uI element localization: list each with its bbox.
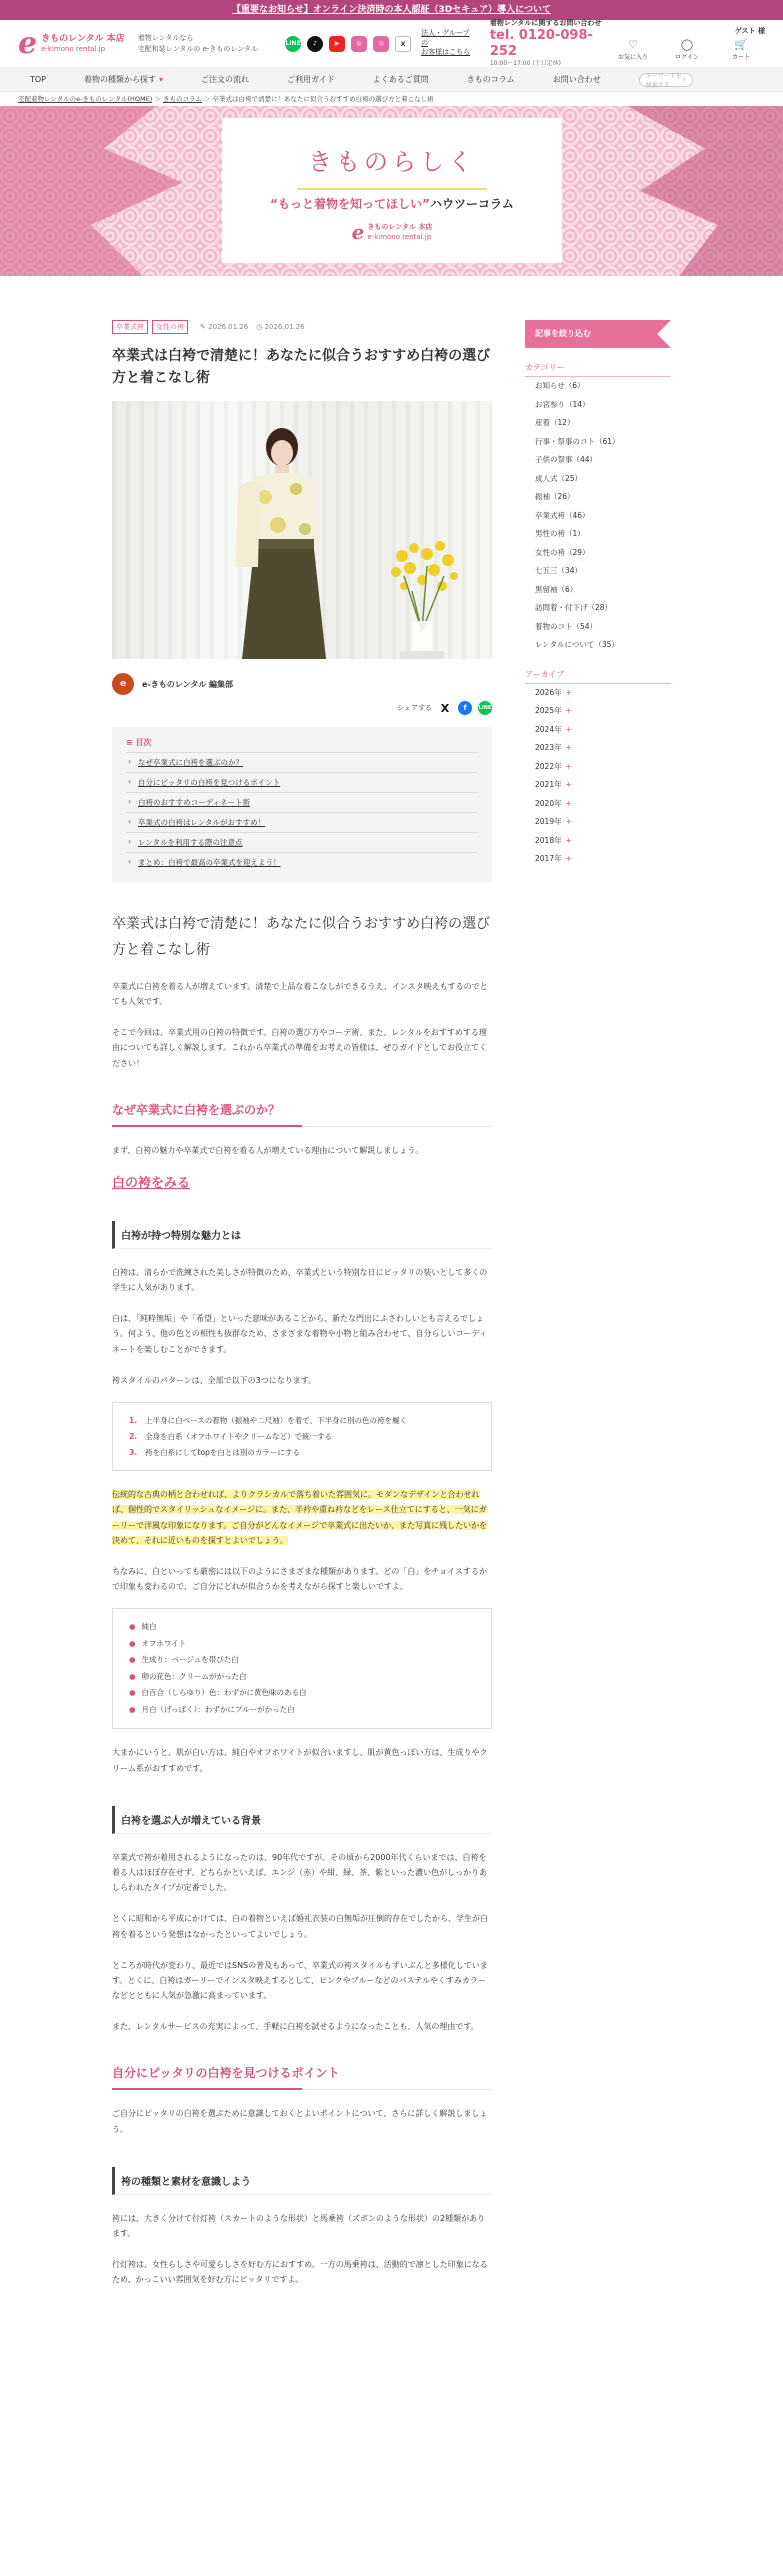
- list-item: 1. 上半身に白ベースの着物（振袖や二尺袖）を着て、下半身に別の色の袴を履く: [129, 1416, 408, 1425]
- header-tagline: 着物レンタルなら 宅配和装レンタルの e-きものレンタル: [137, 34, 258, 53]
- category-item[interactable]: レンタルについて（35）: [535, 640, 619, 649]
- sns-links: [285, 36, 411, 52]
- list-item: ● 生成り：ベージュを帯びた白: [129, 1655, 239, 1665]
- guest-label: ゲスト 様: [734, 27, 765, 35]
- article-meta: [112, 320, 492, 334]
- list-item: ● 月白（げっぱく）：わずかにブルーがかった白: [129, 1704, 295, 1714]
- list-item: ● 白百合（しらゆり）色：わずかに黄色味のある白: [129, 1688, 307, 1698]
- archive-year[interactable]: 2019年 +: [535, 817, 572, 826]
- nav-column[interactable]: きものコラム: [466, 75, 515, 84]
- article-photo: [112, 401, 492, 659]
- archive-year[interactable]: 2023年 +: [535, 743, 572, 752]
- nav-order-flow[interactable]: ご注文の流れ: [201, 75, 250, 84]
- search-input[interactable]: キーワードを検索する ⌕: [639, 73, 693, 87]
- pencil-icon: ✎: [200, 323, 206, 331]
- breadcrumb: 宅配着物レンタルのe-きものレンタル(HOME) ＞ きものコラム ＞ 卒業式は白袴で清楚に！あなたに似合うおすすめ白袴の選び方と着こなし術: [18, 95, 434, 103]
- subsection-heading: 白袴が持つ特別な魅力とは: [112, 1221, 492, 1249]
- toc-title: ≡ 目次: [126, 738, 152, 748]
- hero-logo: e きものレンタル 本店 e-kimono rental.jp: [351, 220, 433, 244]
- archive-year[interactable]: 2026年 +: [535, 687, 572, 697]
- list-item: 2. 全身を白系（オフホワイトやクリームなど）で統一する: [129, 1431, 333, 1441]
- paragraph: ところが時代が変わり、最近ではSNSの普及もあって、卒業式の袴スタイルもずいぶんと多様化しています。とくに、白袴はガーリーでインスタ映えするとして、ピンクやブルーなどのパステルやくすみカラーなどとともに人気が急激に高まっています。: [112, 1960, 488, 2001]
- nav-faq[interactable]: よくあるご質問: [372, 75, 429, 84]
- tel-number[interactable]: tel. 0120-098-252: [489, 27, 593, 60]
- line-icon[interactable]: LINE: [285, 36, 301, 52]
- tag-women-hakama[interactable]: 女性の袴: [152, 320, 188, 334]
- category-item[interactable]: 黒留袖（6）: [535, 584, 578, 594]
- nav-top[interactable]: TOP: [30, 75, 47, 84]
- archive-year[interactable]: 2020年 +: [535, 798, 572, 808]
- notice-link[interactable]: 【重要なお知らせ】オンライン決済時の本人認証（3Dセキュア）導入について: [231, 5, 551, 15]
- avatar: e: [112, 673, 134, 695]
- global-nav: [0, 68, 783, 92]
- instagram-icon[interactable]: ◎: [373, 36, 389, 52]
- woman-in-hakama-figure: [230, 417, 340, 659]
- archive-list: [525, 684, 671, 869]
- paragraph: 袴スタイルのパターンは、全部で以下の3つになります。: [112, 1375, 317, 1385]
- category-item[interactable]: 男性の袴（1）: [535, 529, 585, 538]
- category-item[interactable]: 七五三（34）: [535, 566, 583, 575]
- hero-wave-left: [0, 106, 260, 276]
- hero-subtitle: “もっと着物を知ってほしい”ハウツーコラム: [270, 197, 514, 211]
- subsection-heading: 袴の種類と素材を意識しよう: [112, 2167, 492, 2195]
- share-x-icon[interactable]: X: [440, 701, 450, 715]
- category-item[interactable]: 産着（12）: [535, 418, 575, 427]
- logo-name: きものレンタル 本店: [41, 33, 125, 44]
- archive-year[interactable]: 2018年 +: [535, 835, 572, 845]
- list-item: ● オフホワイト: [129, 1638, 187, 1648]
- tel-box: 着物レンタルに関するお問い合わせ tel. 0120-098-252 10:00〜17:00 (土日定休): [490, 19, 609, 68]
- sidebar: [525, 320, 671, 869]
- table-of-contents: [112, 727, 492, 882]
- paragraph: 白袴は、清らかで洗練された美しさが特徴のため、卒業式という特別な日にピッタリの装いとして多くの学生に人気があります。: [112, 1267, 488, 1293]
- author: [112, 673, 492, 695]
- list-item: ● 卵の花色：クリームがかった白: [129, 1671, 247, 1681]
- paragraph: 卒業式に白袴を着る人が増えています。清楚で上品な着こなしができるうえ、インスタ映えもするのでとても人気です。: [112, 981, 488, 1006]
- list-item: ● 純白: [129, 1622, 157, 1632]
- filter-heading: 記事を絞り込む: [525, 320, 671, 348]
- category-item[interactable]: 行事・祭事のコト（61）: [535, 436, 620, 446]
- x-icon[interactable]: X: [395, 36, 411, 52]
- category-item[interactable]: 振袖（26）: [535, 492, 575, 501]
- article: [112, 320, 492, 2288]
- ordered-list: [112, 1402, 492, 1471]
- lead-title: 卒業式は白袴で清楚に！あなたに似合うおすすめ白袴の選び方と着こなし術: [112, 916, 491, 958]
- corporate-link[interactable]: 法人・グループの お客様はこちら: [421, 28, 471, 57]
- archive-year[interactable]: 2017年 +: [535, 854, 572, 863]
- subsection-heading: 白袴を選ぶ人が増えている背景: [112, 1806, 492, 1834]
- toc-item[interactable]: › 卒業式の白袴はレンタルがおすすめ！: [126, 812, 478, 832]
- archive-year[interactable]: 2022年 +: [535, 761, 572, 771]
- search-icon[interactable]: ⌕: [682, 75, 686, 83]
- category-item[interactable]: 卒業式袴（46）: [535, 510, 590, 520]
- paragraph: 卒業式で袴が着用されるようになったのは、90年代ですが、その頃から2000年代くらいまでは、白袴を着る人はほぼ存在せず、どちらかといえば、エンジ（赤）や紺、緑、茶、紫といった濃い色がしっかりあしらわれたタイプが定番でした。: [112, 1852, 488, 1893]
- logo-sub: e-kimono rental.jp: [41, 45, 106, 54]
- category-title: カテゴリー: [525, 362, 671, 377]
- nav-contact[interactable]: お問い合わせ: [552, 75, 601, 84]
- paragraph: まず、白袴の魅力や卒業式で白袴を着る人が増えている理由について解説しましょう。: [112, 1145, 424, 1155]
- favorites-button[interactable]: ♡ お気に入り: [609, 38, 657, 61]
- author-name: e-きものレンタル 編集部: [142, 679, 234, 689]
- archive-year[interactable]: 2021年 +: [535, 780, 572, 789]
- user-box: [609, 26, 765, 61]
- list-item: 3. 袴を白系にしてtopを白とは別のカラーにする: [129, 1447, 300, 1457]
- section-heading: なぜ卒業式に白袴を選ぶのか？: [112, 1101, 492, 1127]
- clock-icon: ◷: [256, 323, 263, 331]
- toc-item[interactable]: › 自分にピッタリの白袴を見つけるポイント: [126, 772, 478, 792]
- breadcrumb-home[interactable]: 宅配着物レンタルのe-きものレンタル(HOME): [18, 95, 153, 103]
- nav-kimono-types[interactable]: 着物の種類から探す ▾: [84, 74, 163, 85]
- flower-vase-figure: [382, 536, 462, 659]
- login-button[interactable]: ◯ ログイン: [663, 38, 711, 61]
- category-list: [525, 377, 671, 655]
- category-item[interactable]: 訪問着・付下げ（28）: [535, 603, 613, 612]
- highlighted-paragraph: 伝統的な古典の柄と合わせれば、よりクラシカルで落ち着いた雰囲気に。モダンなデザインと合わせれば、個性的でスタイリッシュなイメージに。また、半衿や重ね衿などをレース仕立てにすると、一気にガーリーで洋風な印象になります。ご自分がどんなイメージで卒業式に出たいか、また写真に残したいかを決めて、それに近いものを探すとよいでしょう。: [112, 1490, 488, 1545]
- category-item[interactable]: 着物のコト（54）: [535, 621, 598, 631]
- hero-card: [222, 118, 562, 263]
- paragraph: 袴には、大きく分けて行灯袴（スカートのような形状）と馬乗袴（ズボンのような形状）の2種類があります。: [112, 2213, 486, 2238]
- user-icon: ◯: [680, 38, 694, 51]
- paragraph: 大まかにいうと、肌が白い方は、純白やオフホワイトが似合いますし、肌が黄色っぽい方は、生成りやクリーム系がおすすめです。: [112, 1748, 488, 1773]
- breadcrumb-column[interactable]: きものコラム: [162, 95, 202, 103]
- category-item[interactable]: お知らせ（6）: [535, 381, 585, 390]
- tiktok-icon[interactable]: ♪: [307, 36, 323, 52]
- section-heading: 自分にピッタリの白袴を見つけるポイント: [112, 2064, 492, 2090]
- share-line-icon[interactable]: LINE: [478, 701, 492, 715]
- archive-title: アーカイブ: [525, 669, 671, 684]
- category-item[interactable]: 子供の祭事（44）: [535, 455, 598, 464]
- paragraph: そこで今回は、卒業式用の白袴の特徴です。白袴の選び方やコーデ術、また、レンタルをおすすめする理由についても詳しく解説します。これから卒業式の準備をお考えの皆様は、ぜひガイドとしてお役立てください！: [112, 1028, 487, 1068]
- paragraph: 白は、「純粋無垢」や「希望」といった意味があることから、新たな門出にふさわしいとも言えるでしょう。何よう、他の色との相性も抜群なため、さまざまな着物や小物と組み合わせて、自分らしいコーディネートを楽しむことができます。: [112, 1314, 487, 1354]
- nav-guide[interactable]: ご利用ガイド: [287, 75, 335, 84]
- hero-banner: [0, 106, 783, 276]
- hero-title: きものらしく: [308, 148, 476, 176]
- hero-rule: [297, 188, 487, 190]
- share-bar: [112, 701, 492, 715]
- article-title: 卒業式は白袴で清楚に！あなたに似合うおすすめ白袴の選び方と着こなし術: [112, 348, 491, 386]
- paragraph: とくに昭和から平成にかけては、白の着物といえば婚礼衣装の白無垢が圧倒的存在でしたから、学生が白袴を着るという発想はなかったといってよいでしょう。: [112, 1914, 488, 1939]
- site-header: [0, 20, 783, 68]
- tag-graduation-hakama[interactable]: 卒業式袴: [112, 320, 148, 334]
- notice-bar[interactable]: [0, 0, 783, 20]
- cart-button[interactable]: 🛒 カート: [717, 38, 765, 61]
- youtube-icon[interactable]: ▶: [329, 36, 345, 52]
- archive-year[interactable]: 2025年 +: [535, 706, 572, 715]
- category-item[interactable]: お宮参り（14）: [535, 399, 590, 409]
- cart-icon: 🛒: [734, 38, 748, 51]
- share-facebook-icon[interactable]: f: [458, 701, 472, 715]
- toc-item[interactable]: › まとめ：白袴で最高の卒業式を迎えよう！: [126, 852, 478, 872]
- updated-date: ◷ 2026.01.26: [256, 323, 305, 331]
- archive-year[interactable]: 2024年 +: [535, 724, 572, 734]
- heart-icon: ♡: [628, 38, 638, 51]
- toc-item[interactable]: › 白袴のおすすめコーディネート術: [126, 792, 478, 812]
- paragraph: 行灯袴は、女性らしさや可愛らしさを好む方におすすめ。一方の馬乗袴は、活動的で凛とした印象になるため、かっこいい雰囲気を好む方にピッタリですよ。: [112, 2260, 488, 2285]
- white-hakama-link[interactable]: 白の袴をみる: [112, 1175, 191, 1191]
- paragraph: ちなみに、白といっても厳密には以下のようにさまざまな種類があります。どの「白」をチョイスするかで印象も変わるので、ご自分にどれが似合うかを考えながら探すと楽しいですよ。: [112, 1567, 488, 1592]
- breadcrumb-current: 卒業式は白袴で清楚に！あなたに似合うおすすめ白袴の選び方と着こなし術: [212, 95, 434, 103]
- instagram-icon[interactable]: ◎: [351, 36, 367, 52]
- toc-item[interactable]: › なぜ卒業式に白袴を選ぶのか？: [126, 752, 478, 772]
- paragraph: ご自分にピッタリの白袴を選ぶために意識しておくとよいポイントについて、さらに詳しく解説しましょう。: [112, 2109, 488, 2134]
- category-item[interactable]: 成人式（25）: [535, 473, 583, 483]
- site-logo[interactable]: [18, 25, 128, 61]
- list-icon: ≡: [126, 738, 136, 748]
- paragraph: また、レンタルサービスの充実によって、手軽に白袴を試せるようになったことも、人気の理由です。: [112, 2022, 479, 2032]
- share-label: シェアする: [397, 704, 432, 713]
- logo-mark: e: [18, 25, 38, 61]
- hero-wave-right: [523, 106, 783, 276]
- toc-item[interactable]: › レンタルを利用する際の注意点: [126, 832, 478, 852]
- bullet-list: [112, 1608, 492, 1729]
- category-item[interactable]: 女性の袴（29）: [535, 547, 590, 557]
- published-date: ✎ 2026.01.26: [200, 323, 249, 331]
